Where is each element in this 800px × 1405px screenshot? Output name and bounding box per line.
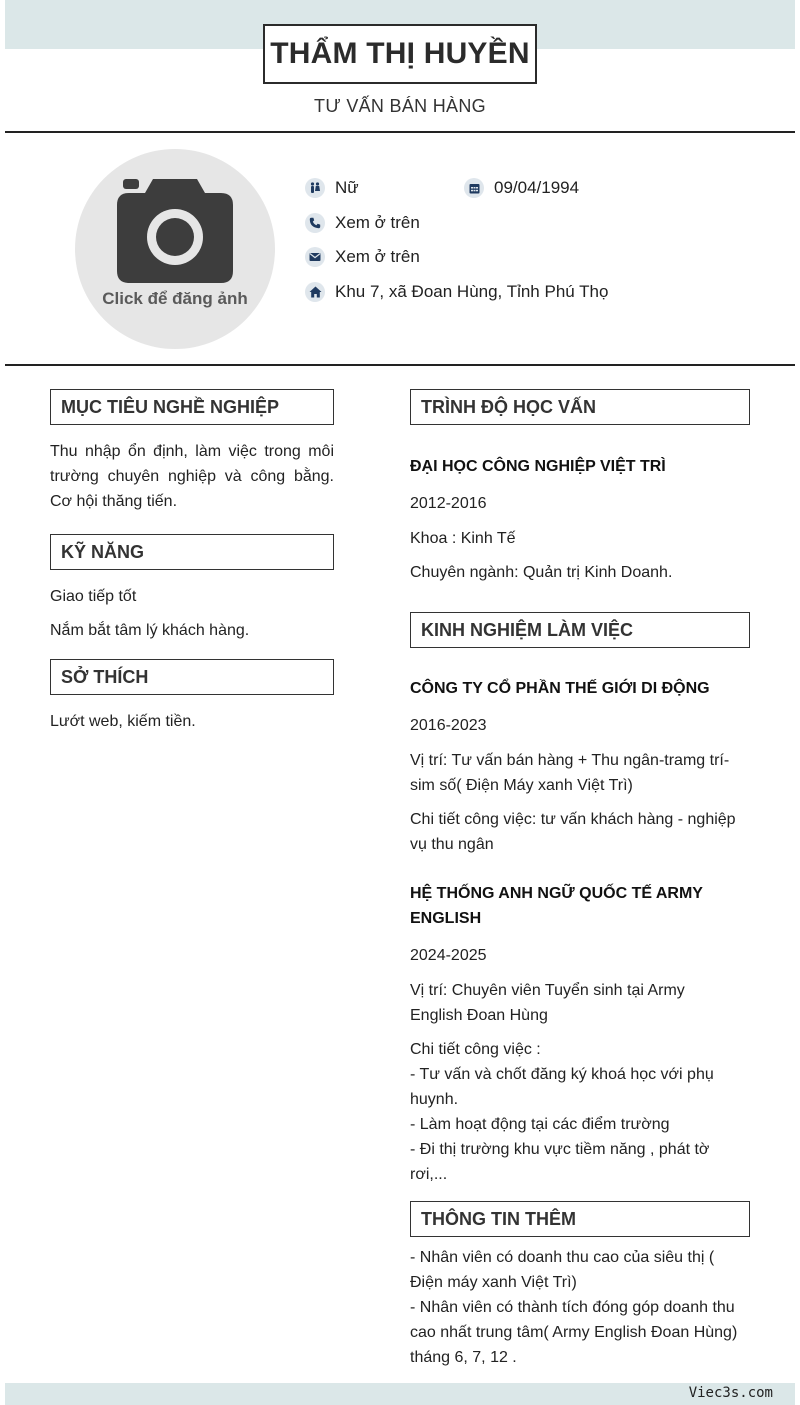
company-name: HỆ THỐNG ANH NGỮ QUỐC TẾ ARMY ENGLISH — [410, 885, 703, 927]
footer-brand: Viec3s.com — [688, 1385, 773, 1401]
education-major: Chuyên ngành: Quản trị Kinh Doanh. — [410, 564, 673, 581]
avatar-caption: Click để đăng ảnh — [102, 289, 248, 308]
camera-icon — [115, 179, 235, 283]
school-name: ĐẠI HỌC CÔNG NGHIỆP VIỆT TRÌ — [410, 458, 666, 475]
email-value: Xem ở trên — [335, 247, 420, 266]
hobbies-title: SỞ THÍCH — [50, 659, 334, 695]
additional-text — [410, 1245, 745, 1370]
company-name: CÔNG TY CỔ PHẦN THẾ GIỚI DI ĐỘNG — [410, 680, 710, 697]
job-details-line: - Làm hoạt động tại các điểm trường — [410, 1116, 670, 1133]
job-period: 2016-2023 — [410, 717, 487, 734]
job-details-heading: Chi tiết công việc : — [410, 1041, 541, 1058]
footer-band — [5, 1383, 795, 1405]
additional-line: - Nhân viên có thành tích đóng góp doanh thu cao nhất trung tâm( Army English Đoan Hùng) tháng 6, 7, 12 . — [410, 1299, 738, 1366]
job-details-line: - Tư vấn và chốt đăng ký khoá học với phụ huynh. — [410, 1066, 714, 1108]
objective-text: Thu nhập ổn định, làm việc trong môi trường chuyên nghiệp và công bằng. Cơ hội thăng tiến. — [50, 443, 334, 510]
birthday-row — [464, 178, 579, 198]
education-period: 2012-2016 — [410, 495, 487, 512]
skill-item: Giao tiếp tốt — [50, 588, 137, 605]
job-title: TƯ VẤN BÁN HÀNG — [314, 96, 486, 116]
name-box — [263, 24, 537, 84]
divider-top — [5, 131, 795, 133]
objective-title: MỤC TIÊU NGHỀ NGHIỆP — [50, 389, 334, 425]
skills-title: KỸ NĂNG — [50, 534, 334, 570]
additional-line: - Nhân viên có doanh thu cao của siêu thị ( Điện máy xanh Việt Trì) — [410, 1249, 715, 1291]
envelope-icon — [305, 247, 325, 267]
address-value: Khu 7, xã Đoan Hùng, Tỉnh Phú Thọ — [335, 282, 609, 301]
calendar-icon — [464, 178, 484, 198]
job-position: Vị trí: Chuyên viên Tuyển sinh tại Army English Đoan Hùng — [410, 982, 685, 1024]
job-position: Vị trí: Tư vấn bán hàng + Thu ngân-tramg trí-sim số( Điện Máy xanh Việt Trì) — [410, 752, 730, 794]
home-icon — [305, 282, 325, 302]
phone-row — [305, 213, 420, 233]
gender-row — [305, 178, 359, 198]
experience-title: KINH NGHIỆM LÀM VIỆC — [410, 612, 750, 648]
education-title: TRÌNH ĐỘ HỌC VẤN — [410, 389, 750, 425]
job-period: 2024-2025 — [410, 947, 487, 964]
skill-item: Nắm bắt tâm lý khách hàng. — [50, 622, 250, 639]
job-details: Chi tiết công việc: tư vấn khách hàng - nghiệp vụ thu ngân — [410, 811, 736, 853]
address-row — [305, 282, 608, 302]
birthday-value: 09/04/1994 — [494, 178, 580, 197]
hobbies-text: Lướt web, kiếm tiền. — [50, 713, 196, 730]
gender-icon — [305, 178, 325, 198]
candidate-name: THẨM THỊ HUYỀN — [270, 37, 530, 70]
additional-title: THÔNG TIN THÊM — [410, 1201, 750, 1237]
phone-icon — [305, 213, 325, 233]
avatar-upload[interactable] — [75, 149, 275, 349]
divider-middle — [5, 364, 795, 366]
job-details — [410, 1037, 740, 1187]
education-faculty: Khoa : Kinh Tế — [410, 530, 516, 547]
job-details-line: - Đi thị trường khu vực tiềm năng , phát tờ rơi,... — [410, 1141, 710, 1183]
email-row — [305, 247, 420, 267]
gender-value: Nữ — [335, 178, 359, 197]
phone-value: Xem ở trên — [335, 213, 420, 232]
